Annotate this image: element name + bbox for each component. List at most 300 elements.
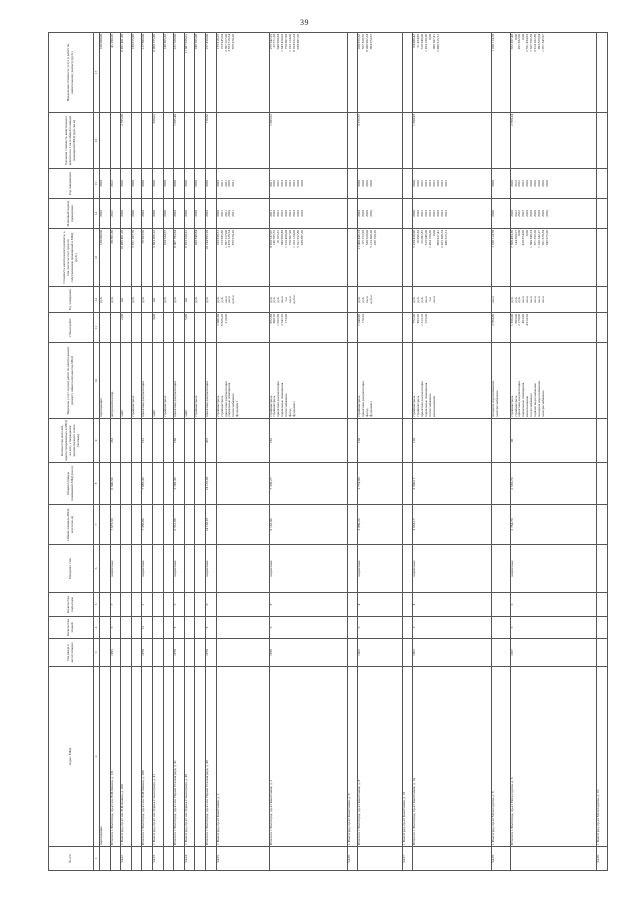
- cell-area: [153, 505, 164, 545]
- cell-spec: [131, 113, 142, 169]
- cell-wall: [347, 545, 358, 593]
- cell-per: 2020 2012 2022 2022 2020 2020 2020 2020 2020 2020: [510, 199, 597, 229]
- cell-ent: 2: [510, 593, 597, 617]
- column-number: 11: [94, 313, 100, 343]
- cell-spec: [110, 113, 121, 169]
- column-header: Количество этажей: [49, 617, 94, 639]
- cell-ent: [195, 593, 206, 617]
- cell-ent: [131, 593, 142, 617]
- cell-lim: 149 665,63: [163, 33, 174, 113]
- cell-fl: 9: [174, 617, 185, 639]
- table-row: [163, 33, 174, 871]
- cell-lim: 138 815,99: [131, 33, 142, 113]
- cell-unit: руб.: [110, 287, 121, 313]
- cell-ent: 6: [206, 593, 217, 617]
- cell-work: стройконтроль проектная документация фасад фундамент: [358, 343, 402, 419]
- cell-fl: [153, 617, 164, 639]
- cell-cost: [402, 229, 413, 287]
- cell-wall: [597, 545, 608, 593]
- cell-wall: [402, 545, 413, 593]
- cell-ent: 7: [110, 593, 121, 617]
- cell-area: [491, 505, 510, 545]
- cell-area: [347, 505, 358, 545]
- cell-year: [184, 639, 195, 667]
- column-header: Удельная стоимость капитального ремонта на 1 кв.м общей площади помещений МКД (руб./кв.м): [49, 113, 94, 169]
- cell-work: переходящие: [100, 343, 111, 419]
- cell-lim: 94 006,42 51 454,99 519 046,00 1 454 190,36 0,00 389 507,41 2 486 615,51: [413, 33, 491, 113]
- cell-res: [121, 419, 132, 463]
- cell-work: стройконтроль: [163, 343, 174, 419]
- cell-spec: [142, 113, 153, 169]
- cell-no: [195, 847, 206, 871]
- cell-fl: 12: [142, 617, 153, 639]
- cell-year: [195, 639, 206, 667]
- cell-year: [597, 639, 608, 667]
- cell-addr: [131, 667, 142, 847]
- cell-year: [153, 639, 164, 667]
- cell-area: [195, 505, 206, 545]
- cell-work: стройконтроль стройконтроль проектная документация подвальные помещения теплоснабжение фасад фундамент: [269, 343, 347, 419]
- cell-vol: 1 356,00 603,00 2 170,00 493,00 4 914,50: [510, 313, 597, 343]
- cell-per: 2020 2020 2020 2020: [358, 199, 402, 229]
- cell-end: 2012: [110, 169, 121, 199]
- cell-lim: 160 675,52 557 828,59 6 039 902,34 694 674,57: [358, 33, 402, 113]
- cell-cost: 38 381,38: [110, 229, 121, 287]
- cell-addr: г. Волгоград, пр-кт Канатчиков, д. 10: [402, 667, 413, 847]
- cell-larea: 7 085,30: [142, 463, 153, 505]
- cell-vol: 5,00: [184, 313, 195, 343]
- cell-per: 2020: [206, 199, 217, 229]
- cell-end: 2020: [100, 169, 111, 199]
- cell-spec: [402, 113, 413, 169]
- cell-work: проектная документация: [206, 343, 217, 419]
- cell-addr: г. Волгоград, пр-кт им. Героев Сталинграда, д. 49: [184, 667, 195, 847]
- cell-year: 1957: [510, 639, 597, 667]
- cell-per: 2020: [100, 199, 111, 229]
- cell-cost: 104 534,57: [163, 229, 174, 287]
- cell-year: [347, 639, 358, 667]
- cell-unit: руб.: [195, 287, 206, 313]
- cell-addr: г. Волгоград, пр-кт им. В.И.Ленина, д. 209: [121, 667, 132, 847]
- cell-ent: 4: [358, 593, 402, 617]
- cell-unit: руб. руб. руб. кв.м кв.м кв.м кв.м кв.м кв.м: [510, 287, 597, 313]
- cell-spec: [100, 113, 111, 169]
- cell-area: 7 675,50: [110, 505, 121, 545]
- cell-wall: кирпичные: [510, 545, 597, 593]
- cell-no: [413, 847, 491, 871]
- cell-larea: 14 135,63: [206, 463, 217, 505]
- cell-end: [347, 169, 358, 199]
- cell-addr: Итого по г. Волгоград, пр-кт им. В.И.Ленина, д. 209: [142, 667, 153, 847]
- cell-lim: 11 607 928,01: [184, 33, 195, 113]
- cell-vol: 3,00: [153, 313, 164, 343]
- cell-ent: [153, 593, 164, 617]
- table-row: [131, 33, 142, 871]
- cell-ent: [491, 593, 510, 617]
- cell-area: 14 156,67: [206, 505, 217, 545]
- cell-vol: [131, 313, 142, 343]
- cell-fl: [195, 617, 206, 639]
- cell-vol: 1 086,30 9 828,20 210,00: [216, 313, 269, 343]
- cell-lim: 41 280,28: [110, 33, 121, 113]
- cell-fl: 5: [358, 617, 402, 639]
- cell-no: [100, 847, 111, 871]
- table-row: [216, 33, 269, 871]
- cell-addr: г. Волгоград, пр-кт им. Героев Сталинграда, д. 41: [153, 667, 164, 847]
- cell-res: [184, 419, 195, 463]
- cell-per: [597, 199, 608, 229]
- table-row: [142, 33, 153, 871]
- cell-larea: 3 290,17: [413, 463, 491, 505]
- cell-lim: 117 800,00: [142, 33, 153, 113]
- cell-year: [491, 639, 510, 667]
- table-row: [402, 33, 413, 871]
- column-number: 13: [94, 229, 100, 287]
- column-number: 7: [94, 505, 100, 545]
- cell-end: 2020 2020 2022 2023 2023 2022 2020 2023 2022: [413, 169, 491, 199]
- cell-vol: [195, 313, 206, 343]
- cell-end: 2020: [121, 169, 132, 199]
- column-header: Год завершения: [49, 169, 94, 199]
- column-header: Стоимость капитального ремонта, в том числе за счет средств собственников помещений в МКД (руб.): [49, 229, 94, 287]
- cell-fl: [131, 617, 142, 639]
- cell-vol: [206, 313, 217, 343]
- cell-larea: [347, 463, 358, 505]
- cell-cost: 76 983,59: [142, 229, 153, 287]
- cell-addr: г. Волгоград, пр-кт Канатчиков, д. 8: [347, 667, 358, 847]
- cell-end: [597, 169, 608, 199]
- cell-fl: [491, 617, 510, 639]
- cell-no: 54.24.: [184, 847, 195, 871]
- cell-no: 54.23.: [153, 847, 164, 871]
- cell-area: [216, 505, 269, 545]
- cell-ent: [597, 593, 608, 617]
- column-header: Плановый период проведения: [49, 199, 94, 229]
- column-number: 15: [94, 169, 100, 199]
- cell-res: 130: [358, 419, 402, 463]
- cell-area: [402, 505, 413, 545]
- cell-work: авторский надзор: [110, 343, 121, 419]
- cell-work: [347, 343, 358, 419]
- column-header: Количество жителей, зарегистрированных в МКД на дату утверждения краткосрочного плана (человек): [49, 419, 94, 463]
- column-number: 9: [94, 419, 100, 463]
- cell-work: лифт: [153, 343, 164, 419]
- cell-larea: [597, 463, 608, 505]
- cell-work: стройконтроль: [195, 343, 206, 419]
- cell-ent: [163, 593, 174, 617]
- cell-work: стройконтроль стройконтроль проектная документация подвальные помещения теплоснабжение фундамент: [216, 343, 269, 419]
- cell-no: [110, 847, 121, 871]
- cell-unit: руб. руб. руб. кв.м т.м кв.м куб.м: [269, 287, 347, 313]
- cell-area: 9 162,80: [269, 505, 347, 545]
- cell-unit: руб. руб. руб. кв.м т.м кв.м: [413, 287, 491, 313]
- cell-larea: 6 946,50: [110, 463, 121, 505]
- cell-fl: [216, 617, 269, 639]
- cell-end: 2020: [184, 169, 195, 199]
- cell-fl: 5: [510, 617, 597, 639]
- cell-unit: шт.: [121, 287, 132, 313]
- cell-res: 182: [269, 419, 347, 463]
- cell-spec: [597, 113, 608, 169]
- cell-vol: [100, 313, 111, 343]
- cell-lim: [402, 33, 413, 113]
- column-header: № п/п: [49, 847, 94, 871]
- cell-year: [131, 639, 142, 667]
- cell-no: 54.26.: [347, 847, 358, 871]
- cell-end: 2020: [206, 169, 217, 199]
- cell-addr: г. Волгоград, пр-кт Металлургов, д. 6: [491, 667, 510, 847]
- cell-end: 2020: [163, 169, 174, 199]
- cell-res: 233: [110, 419, 121, 463]
- cell-per: 2020: [195, 199, 206, 229]
- cell-vol: [110, 313, 121, 343]
- column-number: 1: [94, 847, 100, 871]
- cell-larea: 7 539,27: [269, 463, 347, 505]
- cell-area: [163, 505, 174, 545]
- cell-unit: [597, 287, 608, 313]
- cell-unit: [347, 287, 358, 313]
- cell-wall: кирпичные: [206, 545, 217, 593]
- cell-vol: 2 764,30: [491, 313, 510, 343]
- cell-res: 472: [206, 419, 217, 463]
- cell-no: [206, 847, 217, 871]
- table-row: [358, 33, 402, 871]
- column-header: Ед. измерения: [49, 287, 94, 313]
- cell-larea: 2 535,70: [510, 463, 597, 505]
- cell-wall: [153, 545, 164, 593]
- column-number: 6: [94, 545, 100, 593]
- cell-unit: [402, 287, 413, 313]
- cell-vol: 1 540,96 170,20: [358, 313, 402, 343]
- cell-area: 2 764,70: [510, 505, 597, 545]
- column-header: Предельная стоимость услуг и работ по капитальному ремонту (руб.): [49, 33, 94, 113]
- cell-work: стройконтроль стройконтроль проектная документация подвальные помещения канализование теплоснабжение горячее водоснабжение холодное водоснабжение электроснабжение: [510, 343, 597, 419]
- cell-larea: [153, 463, 164, 505]
- cell-ent: 2: [142, 593, 153, 617]
- cell-spec: 716,62: [206, 113, 217, 169]
- cell-fl: 5: [269, 617, 347, 639]
- column-number: 17: [94, 33, 100, 113]
- cell-res: [131, 419, 142, 463]
- cell-res: [195, 419, 206, 463]
- cell-no: [131, 847, 142, 871]
- cell-wall: [216, 545, 269, 593]
- cell-unit: руб.: [174, 287, 185, 313]
- cell-no: 54.27.: [402, 847, 413, 871]
- column-number: 2: [94, 667, 100, 847]
- cell-end: 2020 2021 2021 2020 2021: [216, 169, 269, 199]
- cell-wall: [163, 545, 174, 593]
- cell-work: стройконтроль стройконтроль проектная документация подвальные помещения теплоснабжение канализование: [413, 343, 491, 419]
- cell-spec: 1 055,40: [174, 113, 185, 169]
- cell-cost: [347, 229, 358, 287]
- cell-work: лифт: [184, 343, 195, 419]
- cell-larea: 2 774,80: [358, 463, 402, 505]
- cell-wall: [195, 545, 206, 593]
- cell-no: [510, 847, 597, 871]
- cell-wall: [100, 545, 111, 593]
- column-number: 12: [94, 287, 100, 313]
- cell-addr: Итого по г. Волгоград, пр-кт им. Героев Сталинграда, д. 49: [206, 667, 217, 847]
- cell-cost: 5 671 187,79: [131, 229, 142, 287]
- cell-addr: г. Волгоград, пр-кт Металлургов, д. 10: [597, 667, 608, 847]
- cell-wall: [184, 545, 195, 593]
- table-row: [491, 33, 510, 871]
- column-number: 14: [94, 199, 100, 229]
- cell-ent: [347, 593, 358, 617]
- cell-wall: [491, 545, 510, 593]
- cell-year: 1978: [174, 639, 185, 667]
- cell-res: [216, 419, 269, 463]
- cell-larea: [491, 463, 510, 505]
- cell-addr: Итого по г. Волгоград, пр-кт Канатчиков, д. 8: [358, 667, 402, 847]
- cell-unit: руб.: [100, 287, 111, 313]
- cell-spec: [184, 113, 195, 169]
- cell-addr: Итого по г. Волгоград, пр-кт им. Героев Сталинграда, д. 41: [174, 667, 185, 847]
- cell-fl: [597, 617, 608, 639]
- table-row: [206, 33, 217, 871]
- cell-fl: 5: [413, 617, 491, 639]
- cell-no: [142, 847, 153, 871]
- cell-res: [163, 419, 174, 463]
- cell-cost: 130 000,00: [100, 229, 111, 287]
- cell-spec: 1 590,93: [413, 113, 491, 169]
- table-row: [121, 33, 132, 871]
- cell-lim: [347, 33, 358, 113]
- cell-no: [269, 847, 347, 871]
- cell-unit: руб. руб. кв.м кв.м куб.м: [216, 287, 269, 313]
- cell-work: проектная документация: [142, 343, 153, 419]
- cell-year: [163, 639, 174, 667]
- cell-area: [100, 505, 111, 545]
- cell-res: 120: [413, 419, 491, 463]
- cell-per: 2021 2020 2022 2023 2020 2022 2023 2020 2020: [269, 199, 347, 229]
- cell-ent: [216, 593, 269, 617]
- cell-lim: 130 000,00: [100, 33, 111, 113]
- cell-per: 2020: [131, 199, 142, 229]
- table-row: [110, 33, 121, 871]
- cell-cost: 9 953 520,61: [184, 229, 195, 287]
- cell-wall: кирпичные: [110, 545, 121, 593]
- cell-vol: 772,20 993,50 1 313,10 225,00: [413, 313, 491, 343]
- cell-larea: [121, 463, 132, 505]
- cell-per: [402, 199, 413, 229]
- cell-wall: кирпичные: [413, 545, 491, 593]
- cell-cost: 7 598 483,38 144 390,27 0,00 418 874,09 0,00 1 300 348,24 671 359,38 1 109 242,27 651 678,34 942 675,66: [510, 229, 597, 287]
- cell-per: 2020 2021 2021 2020 2021: [216, 199, 269, 229]
- cell-lim: 6 960 375,96: [153, 33, 164, 113]
- cell-spec: [347, 113, 358, 169]
- cell-unit: шт.: [153, 287, 164, 313]
- cell-cost: [597, 229, 608, 287]
- cell-res: 36: [510, 419, 597, 463]
- table-row: [413, 33, 491, 871]
- cell-year: 1959: [269, 639, 347, 667]
- cell-work: [402, 343, 413, 419]
- column-header: Общая площадь помещений МКД (кв.м): [49, 463, 94, 505]
- table-row: [184, 33, 195, 871]
- cell-area: 7 356,60: [142, 505, 153, 545]
- cell-unit: шт.: [184, 287, 195, 313]
- cell-res: 180: [174, 419, 185, 463]
- cell-larea: 5 749,30: [174, 463, 185, 505]
- cell-year: [216, 639, 269, 667]
- cell-year: [100, 639, 111, 667]
- cell-res: [347, 419, 358, 463]
- cell-cost: 10 144 995,20: [206, 229, 217, 287]
- cell-vol: [142, 313, 153, 343]
- cell-ent: [402, 593, 413, 617]
- cell-end: [402, 169, 413, 199]
- cell-no: [163, 847, 174, 871]
- column-header: Общая площадь МКД, всего (кв.м): [49, 505, 94, 545]
- cell-area: [131, 505, 142, 545]
- cell-year: 1978: [206, 639, 217, 667]
- cell-ent: [184, 593, 195, 617]
- cell-unit: руб.: [206, 287, 217, 313]
- cell-res: 161: [142, 419, 153, 463]
- rotated-table-container: [48, 33, 608, 871]
- cell-cost: 11 000 446,73 65 252,98 530 620,00 5 123 360,20 239 198,29: [358, 229, 402, 287]
- cell-unit: руб.: [131, 287, 142, 313]
- column-number: 4: [94, 617, 100, 639]
- cell-fl: [402, 617, 413, 639]
- cell-larea: [184, 463, 195, 505]
- cell-area: [597, 505, 608, 545]
- column-number: 8: [94, 463, 100, 505]
- cell-fl: 5: [110, 617, 121, 639]
- cell-spec: 820,01: [153, 113, 164, 169]
- cell-area: 6 551,96: [174, 505, 185, 545]
- cell-ent: 4: [413, 593, 491, 617]
- cell-end: 2020: [142, 169, 153, 199]
- cell-ent: 8: [269, 593, 347, 617]
- cell-lim: 1 109 114,70: [491, 33, 510, 113]
- cell-spec: [163, 113, 174, 169]
- cell-wall: [131, 545, 142, 593]
- cell-vol: [163, 313, 174, 343]
- cell-end: 2020: [131, 169, 142, 199]
- cell-cost: 200 849,84: [195, 229, 206, 287]
- cell-addr: [163, 667, 174, 847]
- column-header: Объем работ: [49, 313, 94, 343]
- cell-work: холодное водоснабжение электроснабжение: [491, 343, 510, 419]
- cell-year: 1962: [413, 639, 491, 667]
- cell-spec: 5 575,57: [358, 113, 402, 169]
- cell-cost: 6 067 783,34: [174, 229, 185, 287]
- column-header: Количество подъездов: [49, 593, 94, 617]
- cell-end: 2020: [195, 169, 206, 199]
- cell-wall: [121, 545, 132, 593]
- column-header: Год ввода в эксплуатацию: [49, 639, 94, 667]
- cell-vol: [597, 313, 608, 343]
- cell-vol: 872,80 800,50 1 052,00 2 542,20 173,00: [269, 313, 347, 343]
- cell-ent: [121, 593, 132, 617]
- table-row: [153, 33, 164, 871]
- cell-wall: кирпичные: [358, 545, 402, 593]
- cell-no: 54.22.: [121, 847, 132, 871]
- column-number: 3: [94, 639, 100, 667]
- capital-repair-table: [48, 32, 608, 871]
- cell-per: 2020 2020 2022 2023 2023 2022 2020 2023 2022: [413, 199, 491, 229]
- cell-no: 54.28.: [491, 847, 510, 871]
- cell-per: 2020: [174, 199, 185, 229]
- cell-lim: 121 528,00: [174, 33, 185, 113]
- cell-spec: 2 785,69: [121, 113, 132, 169]
- cell-larea: [131, 463, 142, 505]
- table-row: [347, 33, 358, 871]
- cell-no: [174, 847, 185, 871]
